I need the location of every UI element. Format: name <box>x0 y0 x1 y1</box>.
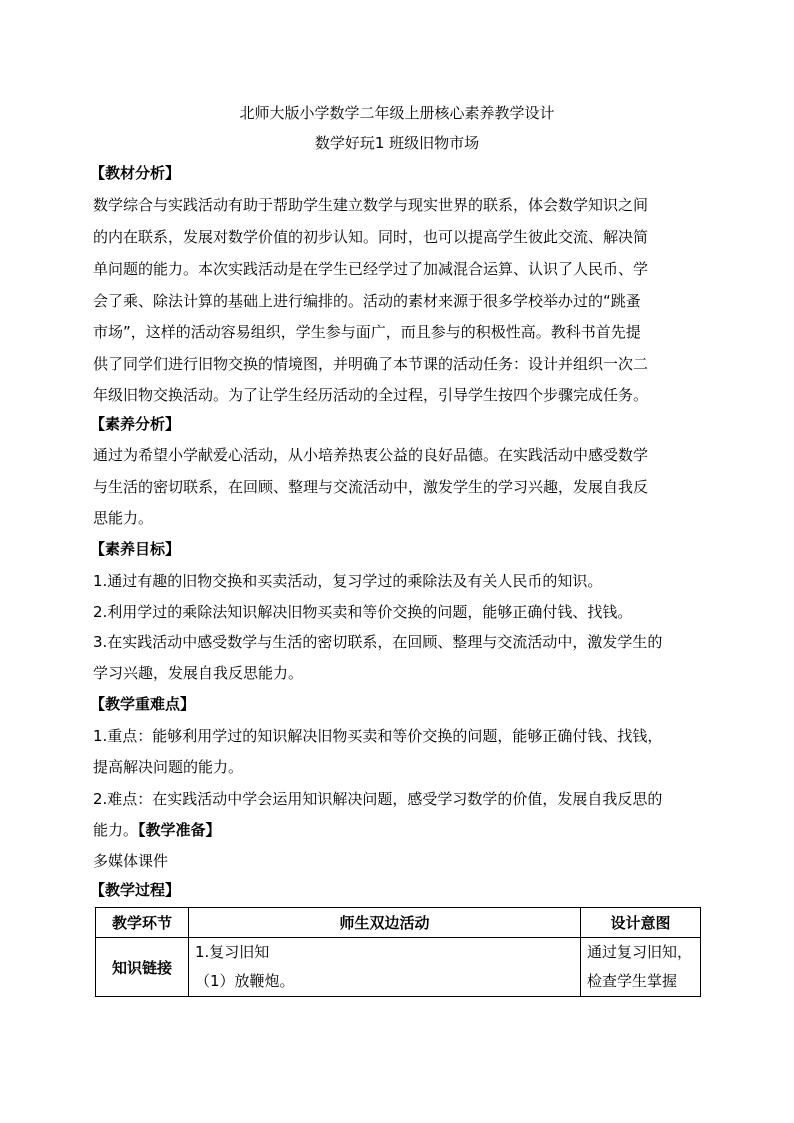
section-heading-keypoints: 【教学重难点】 <box>90 695 196 713</box>
section-heading-goals: 【素养目标】 <box>90 540 181 558</box>
table-row <box>96 938 701 997</box>
intent-line: 通过复习旧知， <box>587 943 693 961</box>
document-subtitle: 数学好玩1 班级旧物市场 <box>314 134 480 152</box>
section-heading-literacy: 【素养分析】 <box>90 415 181 433</box>
keypoint-line-text: 能力。 <box>93 821 139 839</box>
keypoint-line: 2.难点：在实践活动中学会运用知识解决问题，感受学习数学的价值，发展自我反思的 <box>93 790 663 808</box>
document-title: 北师大版小学数学二年级上册核心素养教学设计 <box>239 104 555 122</box>
table-header-row <box>96 908 701 938</box>
paragraph-line: 的内在联系，发展对数学价值的初步认知。同时，也可以提高学生彼此交流、解决简 <box>93 228 649 246</box>
paragraph-line: 年级旧物交换活动。为了让学生经历活动的全过程，引导学生按四个步骤完成任务。 <box>93 386 649 404</box>
intent-line: 检查学生掌握 <box>587 972 678 990</box>
column-header-stage: 教学环节 <box>96 908 189 938</box>
paragraph-line: 市场”，这样的活动容易组织，学生参与面广，而且参与的积极性高。教科书首先提 <box>93 323 641 341</box>
column-header-activity: 师生双边活动 <box>189 908 581 938</box>
keypoint-line: 1.重点：能够利用学过的知识解决旧物买卖和等价交换的问题，能够正确付钱、找钱， <box>93 727 663 745</box>
prep-line: 多媒体课件 <box>93 852 169 870</box>
goal-item: 1.通过有趣的旧物交换和买卖活动，复习学过的乘除法及有关人民币的知识。 <box>93 572 603 590</box>
paragraph-line: 与生活的密切联系，在回顾、整理与交流活动中，激发学生的学习兴趣，发展自我反 <box>93 478 649 496</box>
process-table <box>95 907 701 997</box>
paragraph-line: 通过为希望小学献爱心活动，从小培养热衷公益的良好品德。在实践活动中感受数学 <box>93 446 649 464</box>
goal-item: 3.在实践活动中感受数学与生活的密切联系，在回顾、整理与交流活动中，激发学生的 <box>93 633 663 651</box>
paragraph-line: 供了同学们进行旧物交换的情境图，并明确了本节课的活动任务：设计并组织一次二 <box>93 355 649 373</box>
paragraph-line: 会了乘、除法计算的基础上进行编排的。活动的素材来源于很多学校举办过的“跳蚤 <box>93 292 641 310</box>
stage-cell: 知识链接 <box>96 938 189 997</box>
activity-cell <box>189 938 581 997</box>
column-header-intent: 设计意图 <box>581 908 701 938</box>
paragraph-line: 数学综合与实践活动有助于帮助学生建立数学与现实世界的联系，体会数学知识之间 <box>93 196 649 214</box>
intent-cell <box>581 938 701 997</box>
paragraph-line: 单问题的能力。本次实践活动是在学生已经学过了加减混合运算、认识了人民币、学 <box>93 260 649 278</box>
section-heading-analysis: 【教材分析】 <box>90 164 181 182</box>
goal-item: 2.利用学过的乘除法知识解决旧物买卖和等价交换的问题，能够正确付钱、找钱。 <box>93 603 633 621</box>
keypoint-line: 提高解决问题的能力。 <box>93 758 244 776</box>
goal-item: 学习兴趣，发展自我反思能力。 <box>93 664 304 682</box>
section-heading-process: 【教学过程】 <box>90 881 181 899</box>
keypoint-line-with-prep-heading <box>93 820 708 840</box>
activity-line: （1）放鞭炮。 <box>195 972 295 990</box>
section-heading-prep: 【教学准备】 <box>138 821 221 839</box>
paragraph-line: 思能力。 <box>93 509 154 527</box>
activity-line: 1.复习旧知 <box>195 943 270 961</box>
